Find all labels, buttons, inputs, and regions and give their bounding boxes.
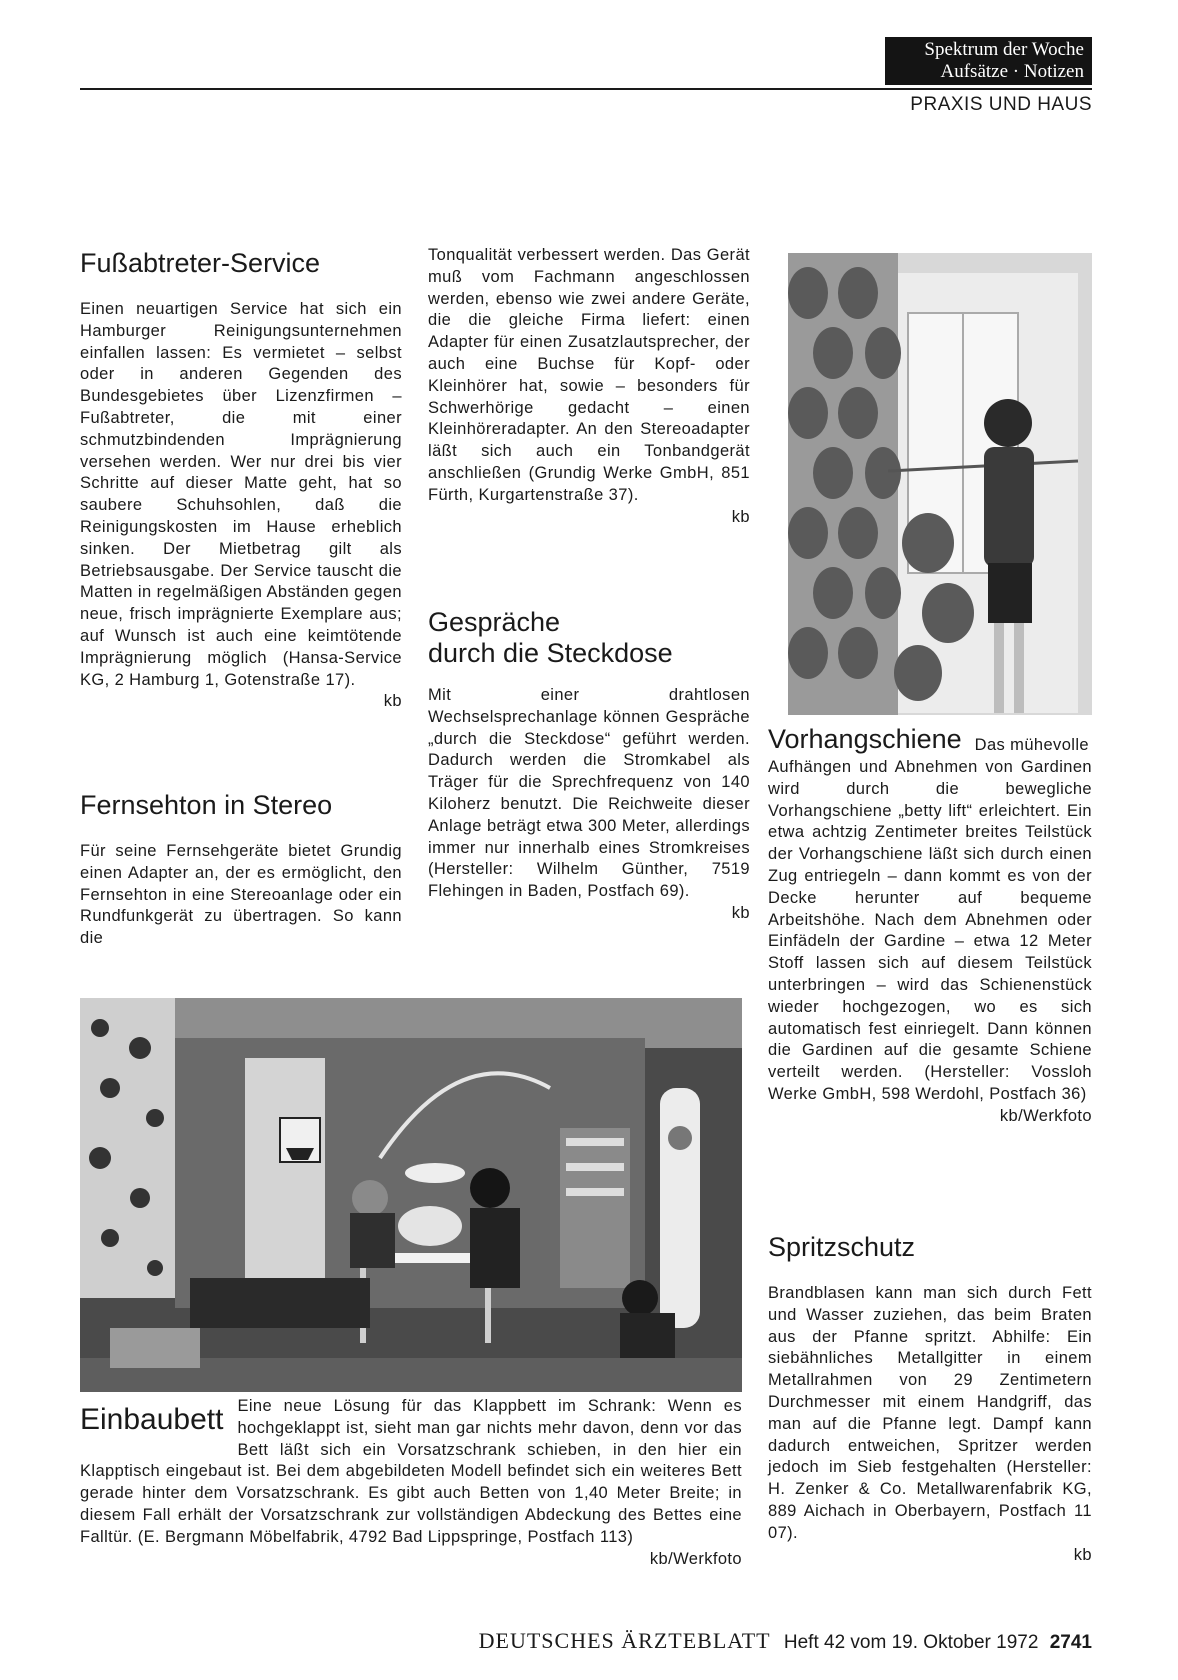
article-sign-row [768, 1106, 1092, 1128]
article-title-line1: Gespräche [428, 607, 561, 637]
article-sign-row [428, 507, 750, 529]
article-sign-row [80, 1549, 742, 1571]
room-photo [80, 998, 742, 1392]
article-title-row [768, 724, 1092, 755]
article-body [80, 841, 402, 950]
page-number: 2741 [1049, 1632, 1092, 1653]
author-sign: kb/Werkfoto [649, 1549, 742, 1568]
article-text: Einen neuartigen Service hat sich ein Hamburger Reinigungsunternehmen einfallen lassen: Es vermietet – selbst oder in anderen Gegenden des Bundesgebietes über Lizenzfirmen – Fußabtreter, die mit einer schmutzbindenden Imprägnierung versehen werden. Wer nur drei bis vier Schritte auf dieser Matte geht, hat so saubere Schuhsohlen, daß die Reinigungskosten im Hause erheblich sinken. Der Mietbetrag gilt als Betriebsausgabe. Der Service tauscht die Matten in regelmäßigen Abständen gegen neue, frisch imprägnierte Exemplare aus; auf Wunsch ist auch eine keimtötende Imprägnierung möglich (Hansa-Service KG, 2 Hamburg 1, Gotenstraße 17). [80, 300, 402, 689]
article-spritzschutz [768, 1232, 1092, 1566]
article-title: Fernsehton in Stereo [80, 790, 333, 820]
section-tag-line2: Aufsätze · Notizen [940, 61, 1084, 82]
article-gespraeche [428, 607, 750, 925]
header-rule [80, 88, 1092, 90]
article-sign-row [80, 691, 402, 713]
article-sign-row [768, 1545, 1092, 1567]
article-text: Eine neue Lösung für das Klappbett im Schrank: Wenn es hochgeklappt ist, sieht man gar nichts mehr davon, denn vor das Bett läßt sich ein Vorsatzschrank schieben, in den hier ein Klapptisch eingebaut ist. Bei dem abgebildeten Modell befindet sich ein weiteres Bett gerade hinter dem Vorsatzschrank. Es gibt auch Betten von 1,40 Meter Breite; in diesem Fall erhält der Vorsatzschrank zur vollständigen Abdeckung des Bettes eine Falltür. (E. Bergmann Möbelfabrik, 4792 Bad Lippspringe, Postfach 113) [80, 1397, 742, 1546]
article-title: Einbaubett [80, 1403, 224, 1436]
author-sign: kb [383, 692, 402, 711]
article-text-col1: Für seine Fernsehgeräte bietet Grundig einen Adapter an, der es ermöglicht, den Fernsehton in eine Stereoanlage oder ein Rundfunkgerät zu übertragen. So kann die [80, 842, 402, 948]
article-fernsehton [80, 790, 402, 950]
article-body [80, 299, 402, 713]
article-fussabtreter [80, 248, 402, 713]
article-fernsehton-continued [428, 245, 750, 528]
page-footer [440, 1628, 1092, 1654]
article-einbaubett [80, 1396, 742, 1570]
article-title: Fußabtreter-Service [80, 248, 321, 278]
curtain-photo [788, 253, 1092, 715]
article-title: Vorhangschiene [768, 724, 962, 754]
section-tag [885, 37, 1092, 85]
journal-name: DEUTSCHES ÄRZTEBLATT [478, 1628, 771, 1653]
article-text: Aufhängen und Abnehmen von Gardinen wird durch die bewegliche Vorhangschiene „betty lift“ erleichtert. Ein etwa achtzig Zentimeter breites Teilstück der Vorhangschiene läßt sich durch einen Zug entriegeln – dann kommt es von der Decke herunter auf bequeme Arbeitshöhe. Nach dem Abnehmen oder Einfädeln der Gardine – etwa 12 Meter Stoff lassen sich auf diesem Teilstück unterbringen – wird das Schienenstück wieder hochgezogen, wo es sich automatisch fest einriegelt. Dann können die Gardinen auf die gesamte Schiene verteilt werden. (Hersteller: Vossloh Werke GmbH, 598 Werdohl, Postfach 36) [768, 758, 1092, 1103]
author-sign: kb/Werkfoto [999, 1106, 1092, 1125]
room-photo-illustration [80, 998, 742, 1392]
article-text: Brandblasen kann man sich durch Fett und Wasser zuziehen, das beim Braten aus der Pfanne spritzt. Abhilfe: Ein siebähnliches Metallgitter in einem Metallrahmen von 29 Zentimetern Durchmesser mit einem Handgriff, das man auf die Pfanne legt. Dampf kann dadurch entweichen, Spritzer werden jedoch im Sieb festgehalten (Hersteller: H. Zenker & Co. Metallwarenfabrik KG, 889 Aichach in Oberbayern, Postfach 11 07). [768, 1284, 1092, 1542]
issue-info: Heft 42 vom 19. Oktober 1972 [783, 1632, 1039, 1653]
article-text: Mit einer drahtlosen Wechselsprechanlage können Gespräche „durch die Steckdose“ geführt werden. Dadurch werden die Stromkabel als Träger für die Sprechfrequenz von 140 Kiloherz benutzt. Die Reichweite dieser Anlage beträgt etwa 300 Meter, allerdings immer nur innerhalb eines Stromkreises (Hersteller: Wilhelm Günther, 7519 Flehingen in Baden, Postfach 69). [428, 686, 750, 901]
section-title: PRAXIS UND HAUS [910, 94, 1092, 115]
article-text-col2: Tonqualität verbessert werden. Das Gerät muß vom Fachmann angeschlossen werden, ebenso wie zwei andere Geräte, die die gleiche Firma liefert: einen Adapter für einen Zusatzlautsprecher, der auch eine Buchse für Kopf- oder Kleinhörer hat, sowie – besonders für Schwerhörige gedacht – einen Kleinhöreradapter. An den Stereoadapter läßt sich auch ein Tonbandgerät anschließen (Grundig Werke GmbH, 851 Fürth, Kurgartenstraße 37). [428, 246, 750, 504]
author-sign: kb [731, 507, 750, 526]
article-title: Spritzschutz [768, 1232, 916, 1262]
article-title-line2: durch die Steckdose [428, 638, 673, 668]
article-vorhangschiene [768, 724, 1092, 1128]
article-body [768, 1283, 1092, 1566]
article-body [768, 757, 1092, 1128]
curtain-photo-illustration [788, 253, 1092, 715]
article-lead: Das mühevolle [974, 736, 1089, 754]
author-sign: kb [731, 903, 750, 922]
article-sign-row [428, 903, 750, 925]
article-body [428, 685, 750, 925]
section-tag-line1: Spektrum der Woche [924, 39, 1084, 60]
author-sign: kb [1073, 1545, 1092, 1564]
